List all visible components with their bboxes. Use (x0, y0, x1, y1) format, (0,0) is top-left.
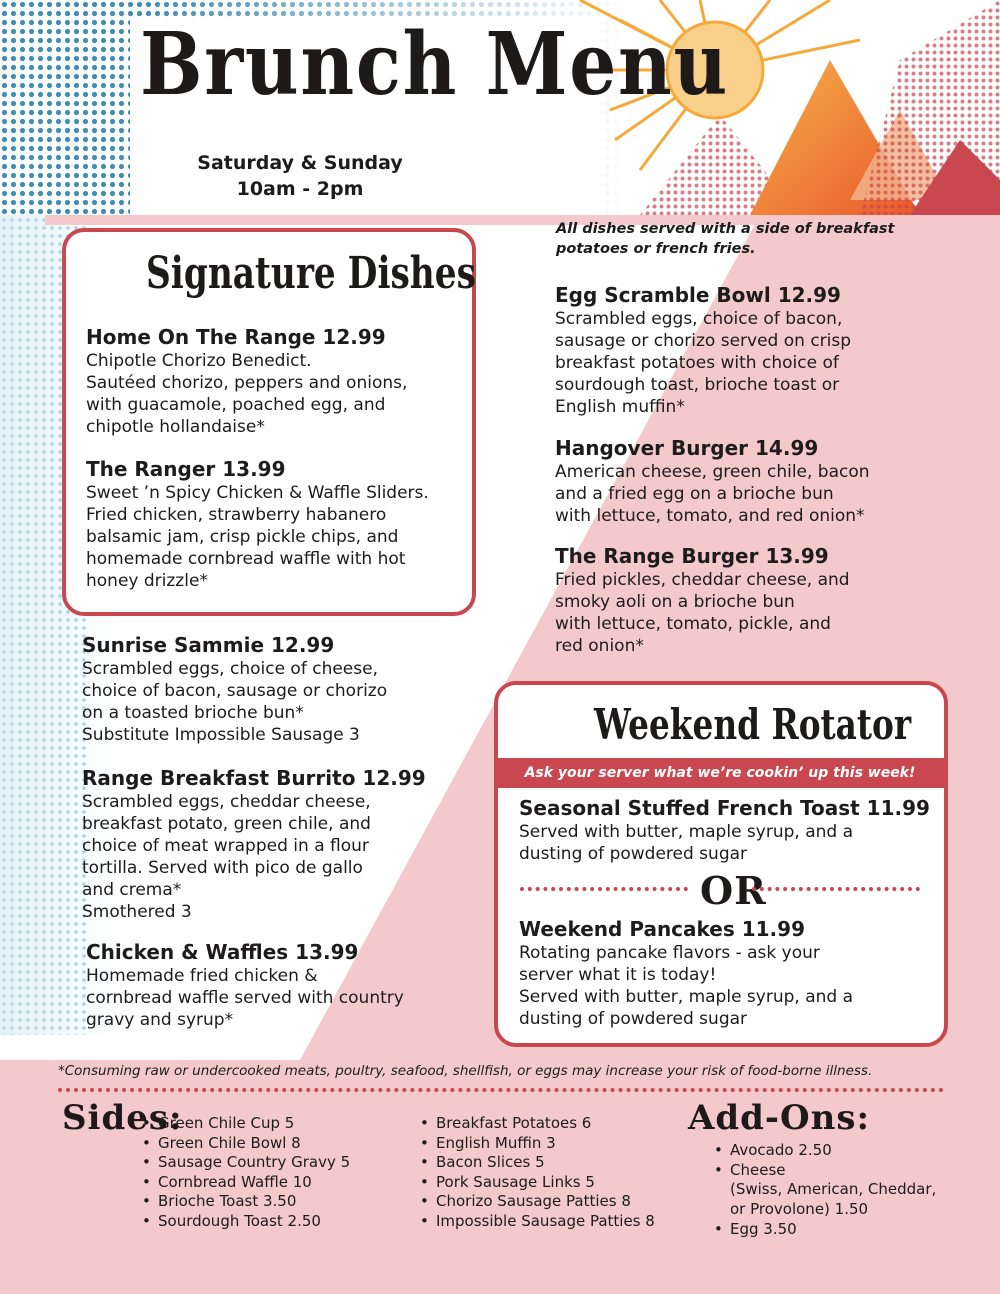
item-desc: Rotating pancake flavors - ask your (519, 943, 820, 963)
sides-list-2 (420, 1114, 655, 1232)
item-desc: Chipotle Chorizo Benedict. (86, 351, 312, 371)
list-item: • Cheese (714, 1161, 832, 1181)
item-name: Egg Scramble Bowl 12.99 (555, 283, 841, 307)
cheese-detail-line: or Provolone) 1.50 (730, 1199, 869, 1218)
item-desc: choice of meat wrapped in a flour (82, 836, 369, 856)
served-note (556, 219, 894, 259)
item-desc: English muffin* (555, 397, 685, 417)
list-item: • Breakfast Potatoes 6 (420, 1114, 655, 1134)
list-item: • Egg 3.50 (714, 1220, 797, 1240)
item-desc: Sautéed chorizo, peppers and onions, (86, 373, 408, 393)
or-separator: OR (700, 868, 767, 913)
item-desc: Served with butter, maple syrup, and a (519, 987, 854, 1007)
addons-list-egg (714, 1220, 797, 1240)
cheese-detail-line: (Swiss, American, Cheddar, (730, 1180, 937, 1198)
item-name: The Ranger 13.99 (86, 457, 286, 481)
item-desc: server what it is today! (519, 965, 717, 985)
item-desc: Smothered 3 (82, 902, 192, 922)
signature-dishes-title: Signature Dishes (146, 248, 476, 299)
item-desc: sourdough toast, brioche toast or (555, 375, 840, 395)
item-desc: honey drizzle* (86, 571, 208, 591)
item-desc: tortilla. Served with pico de gallo (82, 858, 363, 878)
item-desc: gravy and syrup* (86, 1010, 234, 1030)
item-desc: breakfast potato, green chile, and (82, 814, 371, 834)
item-desc: Substitute Impossible Sausage 3 (82, 725, 360, 745)
served-note-line: All dishes served with a side of breakfast (556, 221, 895, 237)
item-desc: sausage or chorizo served on crisp (555, 331, 852, 351)
menu-item-hangover-burger (555, 435, 870, 527)
list-item: • Cornbread Waffle 10 (142, 1173, 350, 1193)
list-item: • Avocado 2.50 (714, 1141, 832, 1161)
item-name: Seasonal Stuffed French Toast 11.99 (519, 796, 930, 820)
menu-item-range-burger (555, 543, 850, 657)
weekend-banner: Ask your server what we’re cookin’ up this week! (494, 758, 946, 788)
item-desc: chipotle hollandaise* (86, 417, 265, 437)
list-item: • Brioche Toast 3.50 (142, 1192, 350, 1212)
list-item: • Bacon Slices 5 (420, 1153, 655, 1173)
page-title: Brunch Menu (140, 14, 729, 115)
item-desc: Served with butter, maple syrup, and a (519, 822, 854, 842)
item-desc: Homemade fried chicken & (86, 966, 318, 986)
item-name: Hangover Burger 14.99 (555, 436, 819, 460)
item-desc: homemade cornbread waffle with hot (86, 549, 406, 569)
item-desc: dusting of powdered sugar (519, 844, 748, 864)
menu-item-chicken-and-waffles (86, 939, 404, 1031)
item-desc: Sweet ’n Spicy Chicken & Waffle Sliders. (86, 483, 429, 503)
item-desc: Scrambled eggs, cheddar cheese, (82, 792, 371, 812)
item-desc: cornbread waffle served with country (86, 988, 404, 1008)
item-desc: with lettuce, tomato, pickle, and (555, 614, 831, 634)
item-desc: dusting of powdered sugar (519, 1009, 748, 1029)
divider-dotted (520, 887, 688, 891)
divider-dotted (752, 887, 920, 891)
list-item: • Sourdough Toast 2.50 (142, 1212, 350, 1232)
item-desc: and crema* (82, 880, 182, 900)
list-item: • Green Chile Cup 5 (142, 1114, 350, 1134)
weekend-rotator-title: Weekend Rotator (594, 700, 912, 749)
item-name: Weekend Pancakes 11.99 (519, 917, 805, 941)
item-desc: and a fried egg on a brioche bun (555, 484, 834, 504)
item-name: Home On The Range 12.99 (86, 325, 386, 349)
item-desc: smoky aoli on a brioche bun (555, 592, 795, 612)
item-desc: breakfast potatoes with choice of (555, 353, 839, 373)
schedule-days: Saturday & Sunday (197, 152, 403, 174)
menu-item-the-ranger (86, 456, 429, 592)
item-desc: choice of bacon, sausage or chorizo (82, 681, 388, 701)
item-name: Chicken & Waffles 13.99 (86, 940, 359, 964)
list-item: • Impossible Sausage Patties 8 (420, 1212, 655, 1232)
list-item: • Green Chile Bowl 8 (142, 1134, 350, 1154)
item-desc: with lettuce, tomato, and red onion* (555, 506, 865, 526)
item-name: Sunrise Sammie 12.99 (82, 633, 335, 657)
list-item: • English Muffin 3 (420, 1134, 655, 1154)
item-desc: American cheese, green chile, bacon (555, 462, 870, 482)
item-desc: Fried pickles, cheddar cheese, and (555, 570, 850, 590)
sides-title: Sides: (62, 1098, 183, 1138)
menu-item-stuffed-french-toast (519, 795, 930, 865)
food-safety-disclaimer: *Consuming raw or undercooked meats, poultry, seafood, shellfish, or eggs may increase your risk of food-borne illness. (58, 1063, 873, 1079)
menu-item-home-on-the-range (86, 324, 407, 438)
schedule-hours: 10am - 2pm (236, 178, 364, 200)
item-name: The Range Burger 13.99 (555, 544, 829, 568)
menu-item-sunrise-sammie (82, 632, 387, 746)
served-note-line: potatoes or french fries. (556, 241, 756, 257)
item-name: Range Breakfast Burrito 12.99 (82, 766, 426, 790)
item-desc: Scrambled eggs, choice of bacon, (555, 309, 843, 329)
menu-item-weekend-pancakes (519, 916, 853, 1030)
addons-title: Add-Ons: (688, 1098, 871, 1138)
item-desc: red onion* (555, 636, 644, 656)
menu-item-breakfast-burrito (82, 765, 426, 923)
addons-list (714, 1141, 832, 1180)
item-desc: on a toasted brioche bun* (82, 703, 304, 723)
list-item: • Pork Sausage Links 5 (420, 1173, 655, 1193)
schedule (190, 150, 410, 202)
list-item: • Sausage Country Gravy 5 (142, 1153, 350, 1173)
divider-dotted (58, 1088, 944, 1092)
menu-item-egg-scramble-bowl (555, 282, 851, 418)
cheese-options (730, 1180, 936, 1219)
item-desc: Scrambled eggs, choice of cheese, (82, 659, 378, 679)
item-desc: balsamic jam, crisp pickle chips, and (86, 527, 399, 547)
item-desc: with guacamole, poached egg, and (86, 395, 386, 415)
item-desc: Fried chicken, strawberry habanero (86, 505, 387, 525)
list-item: • Chorizo Sausage Patties 8 (420, 1192, 655, 1212)
sides-list-1 (142, 1114, 350, 1232)
